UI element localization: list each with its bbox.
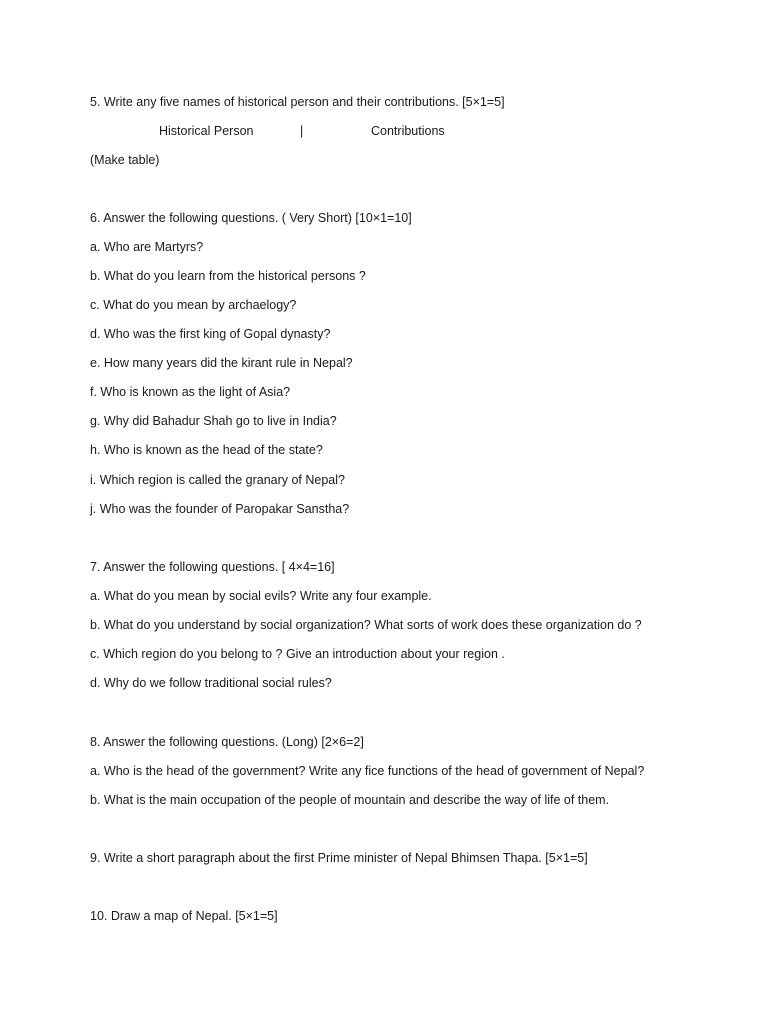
table-header-historical-person: Historical Person xyxy=(159,124,254,138)
question-6-item-e: e. How many years did the kirant rule in Nepal? xyxy=(90,356,353,370)
question-7-item-b: b. What do you understand by social organization? What sorts of work does these organization do ? xyxy=(90,618,642,632)
question-8-heading: 8. Answer the following questions. (Long) [2×6=2] xyxy=(90,735,364,749)
question-6-item-a: a. Who are Martyrs? xyxy=(90,240,204,254)
question-6-heading: 6. Answer the following questions. ( Very Short) [10×1=10] xyxy=(90,211,412,225)
question-7-item-a: a. What do you mean by social evils? Write any four example. xyxy=(90,589,432,603)
table-header-separator: | xyxy=(300,124,304,138)
question-6-item-c: c. What do you mean by archaelogy? xyxy=(90,298,297,312)
question-6-item-i: i. Which region is called the granary of Nepal? xyxy=(90,473,345,487)
question-7-item-c: c. Which region do you belong to ? Give an introduction about your region . xyxy=(90,647,505,661)
question-7-heading: 7. Answer the following questions. [ 4×4=16] xyxy=(90,560,335,574)
question-6-item-f: f. Who is known as the light of Asia? xyxy=(90,385,291,399)
question-8-item-b: b. What is the main occupation of the people of mountain and describe the way of life of them. xyxy=(90,793,610,807)
question-10-heading: 10. Draw a map of Nepal. [5×1=5] xyxy=(90,909,278,923)
question-8-item-a: a. Who is the head of the government? Write any fice functions of the head of government of Nepal? xyxy=(90,764,645,778)
table-header-contributions: Contributions xyxy=(371,124,445,138)
question-6-item-g: g. Why did Bahadur Shah go to live in India? xyxy=(90,414,337,428)
question-6-item-h: h. Who is known as the head of the state? xyxy=(90,443,323,457)
question-5-note: (Make table) xyxy=(90,153,160,167)
question-6-item-j: j. Who was the founder of Paropakar Sanstha? xyxy=(90,502,350,516)
question-9-heading: 9. Write a short paragraph about the first Prime minister of Nepal Bhimsen Thapa. [5×1=5] xyxy=(90,851,588,865)
question-7-item-d: d. Why do we follow traditional social rules? xyxy=(90,676,332,690)
question-6-item-b: b. What do you learn from the historical persons ? xyxy=(90,269,366,283)
question-6-item-d: d. Who was the first king of Gopal dynasty? xyxy=(90,327,331,341)
question-5-heading: 5. Write any five names of historical person and their contributions. [5×1=5] xyxy=(90,95,505,109)
